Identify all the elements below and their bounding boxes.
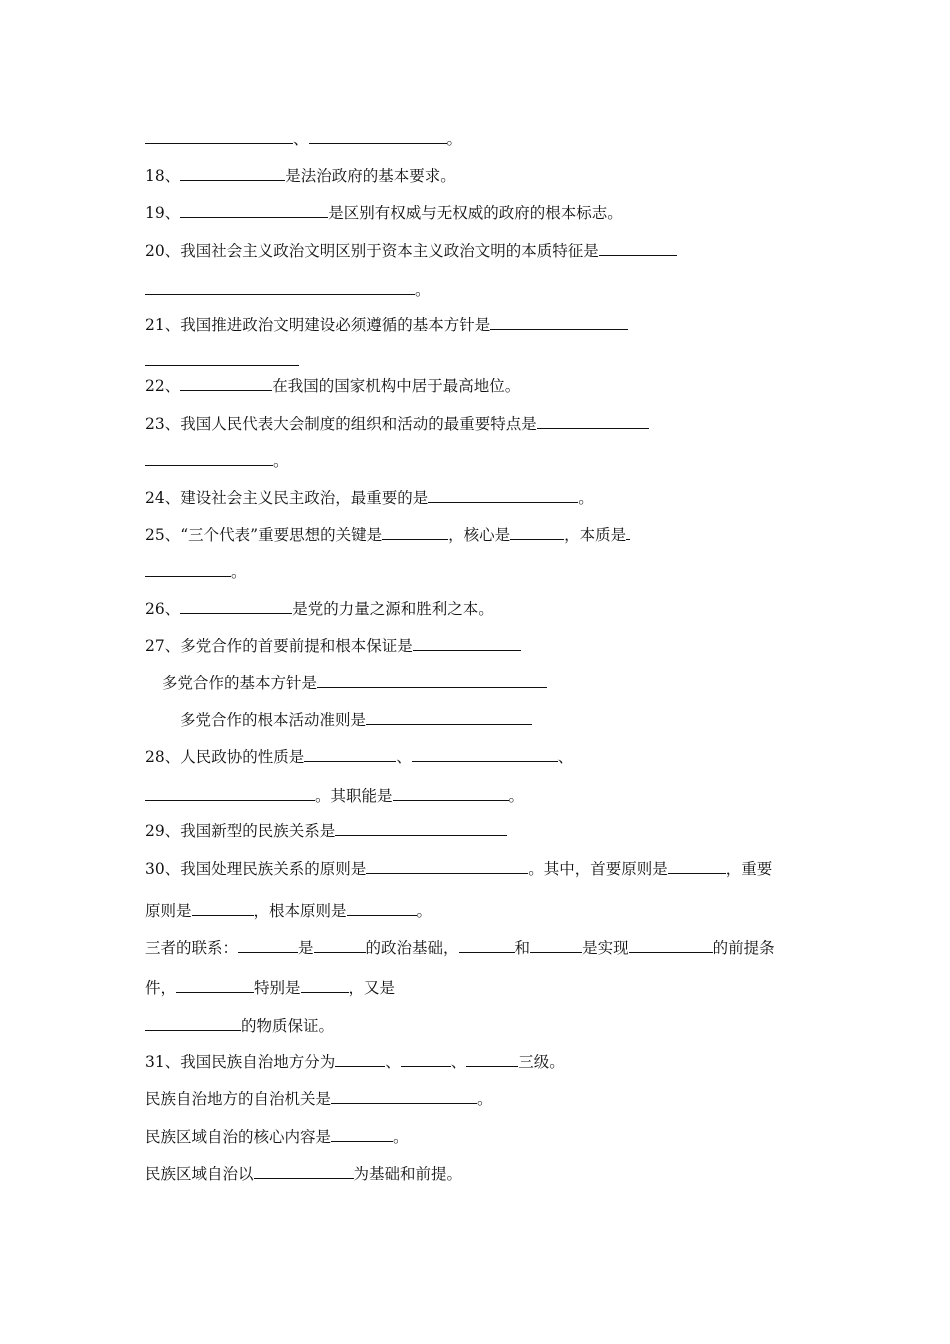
answer-blank[interactable] bbox=[180, 165, 285, 181]
question-30-line-4: 件， 特别是 ，又是 bbox=[145, 979, 396, 997]
question-27: 27、多党合作的首要前提和根本保证是 bbox=[145, 635, 521, 656]
answer-blank[interactable] bbox=[254, 1163, 354, 1179]
question-21: 21、我国推进政治文明建设必须遵循的基本方针是 bbox=[145, 314, 628, 335]
answer-blank[interactable] bbox=[510, 524, 564, 540]
answer-blank[interactable] bbox=[309, 128, 447, 144]
answer-blank[interactable] bbox=[412, 746, 558, 762]
answer-blank[interactable] bbox=[145, 1015, 241, 1031]
question-28: 28、人民政协的性质是 、 、 bbox=[145, 748, 574, 766]
question-25-continued: 。 bbox=[145, 561, 247, 582]
answer-blank[interactable] bbox=[301, 977, 349, 993]
answer-blank[interactable] bbox=[366, 858, 528, 874]
answer-blank[interactable] bbox=[145, 450, 273, 466]
question-31-line-3: 民族区域自治的核心内容是 。 bbox=[145, 1128, 409, 1146]
question-19: 19、 是区别有权威与无权威的政府的根本标志。 bbox=[145, 204, 623, 222]
answer-blank[interactable] bbox=[331, 1126, 393, 1142]
question-27-line-3: 多党合作的根本活动准则是 bbox=[180, 709, 532, 730]
answer-blank[interactable] bbox=[401, 1051, 451, 1067]
question-20: 20、我国社会主义政治文明区别于资本主义政治文明的本质特征是 bbox=[145, 240, 677, 261]
answer-blank[interactable] bbox=[180, 202, 328, 218]
question-23: 23、我国人民代表大会制度的组织和活动的最重要特点是 bbox=[145, 413, 649, 434]
answer-blank[interactable] bbox=[145, 128, 293, 144]
question-24: 24、建设社会主义民主政治，最重要的是 。 bbox=[145, 489, 594, 507]
answer-blank[interactable] bbox=[331, 1088, 477, 1104]
answer-blank[interactable] bbox=[314, 937, 366, 953]
answer-blank[interactable] bbox=[238, 937, 298, 953]
question-22: 22、 在我国的国家机构中居于最高地位。 bbox=[145, 377, 521, 395]
answer-blank[interactable] bbox=[145, 785, 315, 801]
answer-blank[interactable] bbox=[145, 279, 415, 295]
question-18: 18、 是法治政府的基本要求。 bbox=[145, 167, 456, 185]
answer-blank[interactable] bbox=[599, 240, 677, 256]
answer-blank[interactable] bbox=[393, 785, 509, 801]
answer-blank[interactable] bbox=[668, 858, 726, 874]
question-23-continued: 。 bbox=[145, 450, 289, 471]
answer-blank[interactable] bbox=[466, 1051, 518, 1067]
answer-blank[interactable] bbox=[629, 937, 713, 953]
question-30-line-3: 三者的联系： 是 的政治基础， 和 是实现 的前提条 bbox=[145, 939, 775, 957]
answer-blank[interactable] bbox=[145, 350, 299, 366]
answer-blank[interactable] bbox=[626, 524, 630, 540]
answer-blank[interactable] bbox=[347, 900, 417, 916]
line-17-continued: 、 。 bbox=[145, 128, 462, 149]
question-29: 29、我国新型的民族关系是 bbox=[145, 820, 507, 841]
answer-blank[interactable] bbox=[413, 635, 521, 651]
question-30-line-2: 原则是 ，根本原则是 。 bbox=[145, 902, 433, 920]
answer-blank[interactable] bbox=[537, 413, 649, 429]
answer-blank[interactable] bbox=[304, 746, 396, 762]
question-31-line-4: 民族区域自治以 为基础和前提。 bbox=[145, 1165, 463, 1183]
question-28-continued: 。其职能是 。 bbox=[145, 785, 524, 806]
answer-blank[interactable] bbox=[192, 900, 254, 916]
question-26: 26、 是党的力量之源和胜利之本。 bbox=[145, 600, 494, 618]
question-21-continued bbox=[145, 350, 299, 371]
answer-blank[interactable] bbox=[335, 1051, 385, 1067]
answer-blank[interactable] bbox=[335, 820, 507, 836]
answer-blank[interactable] bbox=[180, 598, 292, 614]
question-30-line-5: 的物质保证。 bbox=[145, 1015, 334, 1036]
question-30: 30、我国处理民族关系的原则是 。其中，首要原则是 ，重要 bbox=[145, 860, 773, 878]
question-27-line-2: 多党合作的基本方针是 bbox=[162, 672, 547, 693]
answer-blank[interactable] bbox=[317, 672, 547, 688]
question-31-line-2: 民族自治地方的自治机关是 。 bbox=[145, 1090, 493, 1108]
answer-blank[interactable] bbox=[145, 561, 231, 577]
answer-blank[interactable] bbox=[366, 709, 532, 725]
answer-blank[interactable] bbox=[490, 314, 628, 330]
answer-blank[interactable] bbox=[428, 487, 578, 503]
answer-blank[interactable] bbox=[176, 977, 254, 993]
answer-blank[interactable] bbox=[530, 937, 582, 953]
question-25: 25、“三个代表”重要思想的关键是 ，核心是 ，本质是 bbox=[145, 524, 630, 545]
answer-blank[interactable] bbox=[459, 937, 515, 953]
question-31: 31、我国民族自治地方分为 、 、 三级。 bbox=[145, 1053, 565, 1071]
answer-blank[interactable] bbox=[180, 375, 272, 391]
question-20-continued: 。 bbox=[145, 279, 431, 300]
answer-blank[interactable] bbox=[382, 524, 448, 540]
